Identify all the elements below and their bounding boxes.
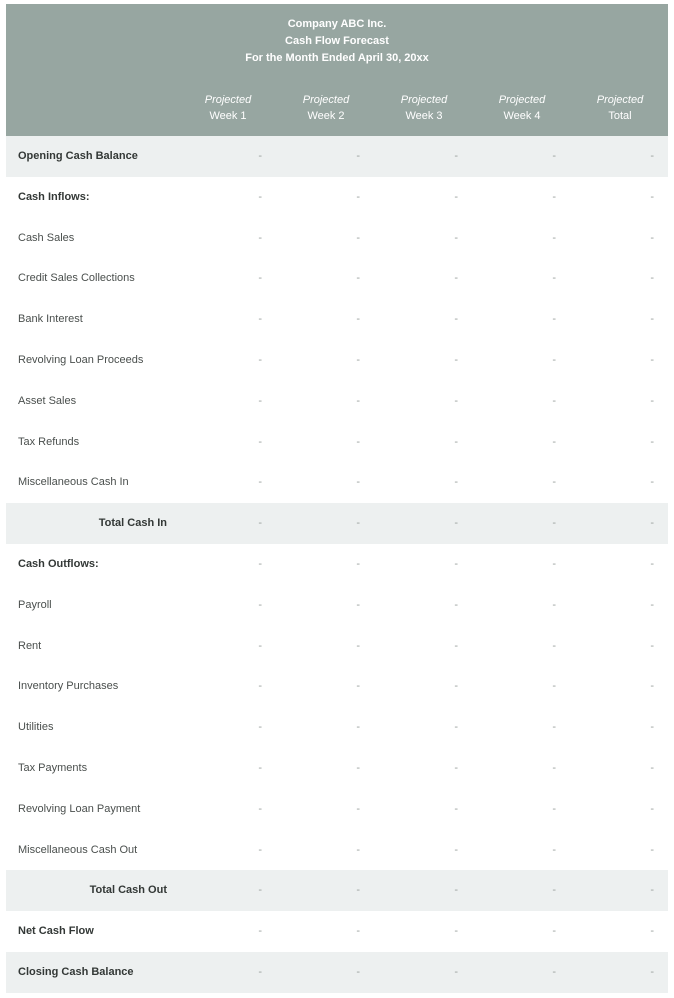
row-value: - (454, 925, 458, 938)
row-label: Cash Inflows: (18, 190, 90, 203)
table-row (6, 462, 668, 503)
table-row (6, 585, 668, 626)
row-value: - (356, 557, 360, 570)
row-value: - (552, 353, 556, 366)
row-label: Revolving Loan Proceeds (18, 353, 144, 366)
table-row (6, 340, 668, 381)
row-value: - (454, 598, 458, 611)
column-header-week-2: Projected Week 2 (302, 94, 350, 122)
row-value: - (552, 802, 556, 815)
row-label: Opening Cash Balance (18, 150, 138, 162)
table-row (6, 952, 668, 993)
row-value: - (356, 394, 360, 407)
row-value: - (356, 231, 360, 244)
row-value: - (650, 231, 654, 244)
row-value: - (356, 190, 360, 203)
row-value: - (650, 680, 654, 693)
row-label: Payroll (18, 598, 52, 611)
row-value: - (650, 598, 654, 611)
row-value: - (454, 639, 458, 652)
row-value: - (258, 761, 262, 774)
row-value: - (650, 884, 654, 897)
row-value: - (258, 598, 262, 611)
row-value: - (356, 884, 360, 897)
row-value: - (650, 517, 654, 530)
table-row (6, 177, 668, 218)
row-value: - (454, 965, 458, 978)
row-value: - (356, 313, 360, 326)
row-value: - (552, 680, 556, 693)
row-label: Rent (18, 639, 42, 652)
cash-flow-table (6, 4, 668, 993)
row-value: - (258, 843, 262, 856)
company-name: Company ABC Inc. (287, 18, 387, 30)
row-value: - (454, 435, 458, 448)
row-value: - (356, 721, 360, 734)
row-value: - (650, 843, 654, 856)
table-row (6, 626, 668, 667)
row-value: - (356, 639, 360, 652)
row-value: - (650, 761, 654, 774)
row-value: - (356, 925, 360, 938)
row-value: - (258, 190, 262, 203)
row-value: - (552, 150, 556, 162)
row-value: - (356, 476, 360, 489)
row-value: - (258, 802, 262, 815)
row-value: - (552, 761, 556, 774)
row-label: Revolving Loan Payment (18, 802, 141, 815)
row-value: - (552, 272, 556, 285)
row-value: - (258, 272, 262, 285)
table-row (6, 707, 668, 748)
table-row (6, 830, 668, 871)
row-value: - (650, 802, 654, 815)
row-value: - (258, 557, 262, 570)
row-value: - (356, 150, 360, 162)
row-value: - (258, 150, 262, 162)
row-value: - (258, 517, 262, 530)
column-header-week-1: Projected Week 1 (204, 94, 252, 122)
table-row (6, 870, 668, 911)
column-header-total: Projected Total (596, 94, 644, 122)
row-value: - (258, 721, 262, 734)
row-value: - (454, 231, 458, 244)
row-value: - (552, 313, 556, 326)
row-value: - (454, 476, 458, 489)
report-period: For the Month Ended April 30, 20xx (245, 52, 429, 64)
row-value: - (650, 272, 654, 285)
row-label: Cash Sales (18, 231, 75, 244)
table-row (6, 666, 668, 707)
table-row (6, 422, 668, 463)
row-value: - (552, 639, 556, 652)
row-label: Miscellaneous Cash Out (18, 843, 138, 856)
row-value: - (258, 639, 262, 652)
row-label: Utilities (18, 721, 54, 734)
table-body (6, 136, 668, 993)
row-value: - (356, 598, 360, 611)
row-value: - (258, 231, 262, 244)
row-value: - (552, 557, 556, 570)
row-value: - (356, 517, 360, 530)
row-value: - (552, 965, 556, 978)
row-value: - (454, 517, 458, 530)
column-header-week-3: Projected Week 3 (400, 94, 448, 122)
row-label: Credit Sales Collections (18, 272, 135, 285)
row-value: - (258, 680, 262, 693)
row-label: Net Cash Flow (18, 925, 94, 938)
row-value: - (650, 476, 654, 489)
row-value: - (258, 394, 262, 407)
row-label: Bank Interest (18, 313, 83, 326)
table-row (6, 789, 668, 830)
row-value: - (258, 965, 262, 978)
row-label: Miscellaneous Cash In (18, 476, 129, 489)
row-value: - (454, 680, 458, 693)
row-value: - (552, 190, 556, 203)
row-value: - (356, 680, 360, 693)
table-row (6, 503, 668, 544)
row-value: - (454, 761, 458, 774)
row-value: - (356, 353, 360, 366)
row-value: - (552, 598, 556, 611)
table-row (6, 299, 668, 340)
table-row (6, 748, 668, 789)
row-label: Cash Outflows: (18, 557, 99, 570)
table-row (6, 136, 668, 177)
row-value: - (258, 435, 262, 448)
row-value: - (356, 965, 360, 978)
table-row (6, 258, 668, 299)
report-title: Cash Flow Forecast (285, 35, 389, 47)
row-label: Tax Payments (18, 761, 88, 774)
row-value: - (454, 843, 458, 856)
row-value: - (650, 353, 654, 366)
row-label: Tax Refunds (18, 435, 80, 448)
table-row (6, 544, 668, 585)
row-value: - (258, 476, 262, 489)
row-value: - (650, 925, 654, 938)
row-value: - (552, 435, 556, 448)
row-value: - (650, 313, 654, 326)
column-header-week-4: Projected Week 4 (498, 94, 546, 122)
row-value: - (650, 435, 654, 448)
table-row (6, 381, 668, 422)
row-value: - (650, 190, 654, 203)
row-value: - (454, 353, 458, 366)
row-value: - (356, 435, 360, 448)
row-value: - (650, 639, 654, 652)
table-row (6, 218, 668, 259)
row-value: - (454, 802, 458, 815)
row-value: - (650, 557, 654, 570)
row-value: - (552, 721, 556, 734)
row-value: - (650, 721, 654, 734)
row-label: Inventory Purchases (18, 680, 119, 693)
row-value: - (454, 721, 458, 734)
row-value: - (552, 394, 556, 407)
row-value: - (356, 761, 360, 774)
table-row (6, 911, 668, 952)
table-header (6, 4, 668, 136)
row-value: - (552, 925, 556, 938)
row-value: - (356, 802, 360, 815)
row-value: - (258, 884, 262, 897)
row-value: - (454, 272, 458, 285)
row-label: Asset Sales (18, 394, 77, 407)
row-value: - (258, 313, 262, 326)
row-value: - (258, 925, 262, 938)
row-value: - (454, 557, 458, 570)
row-value: - (454, 190, 458, 203)
row-value: - (552, 476, 556, 489)
row-value: - (258, 353, 262, 366)
row-value: - (552, 843, 556, 856)
row-value: - (552, 884, 556, 897)
row-value: - (650, 394, 654, 407)
row-value: - (552, 517, 556, 530)
row-value: - (454, 313, 458, 326)
row-label: Total Cash In (98, 517, 167, 530)
row-value: - (454, 884, 458, 897)
row-label: Closing Cash Balance (18, 965, 134, 978)
row-value: - (454, 394, 458, 407)
row-value: - (650, 150, 654, 162)
row-value: - (356, 272, 360, 285)
row-label: Total Cash Out (89, 884, 167, 897)
row-value: - (650, 965, 654, 978)
row-value: - (552, 231, 556, 244)
row-value: - (356, 843, 360, 856)
row-value: - (454, 150, 458, 162)
